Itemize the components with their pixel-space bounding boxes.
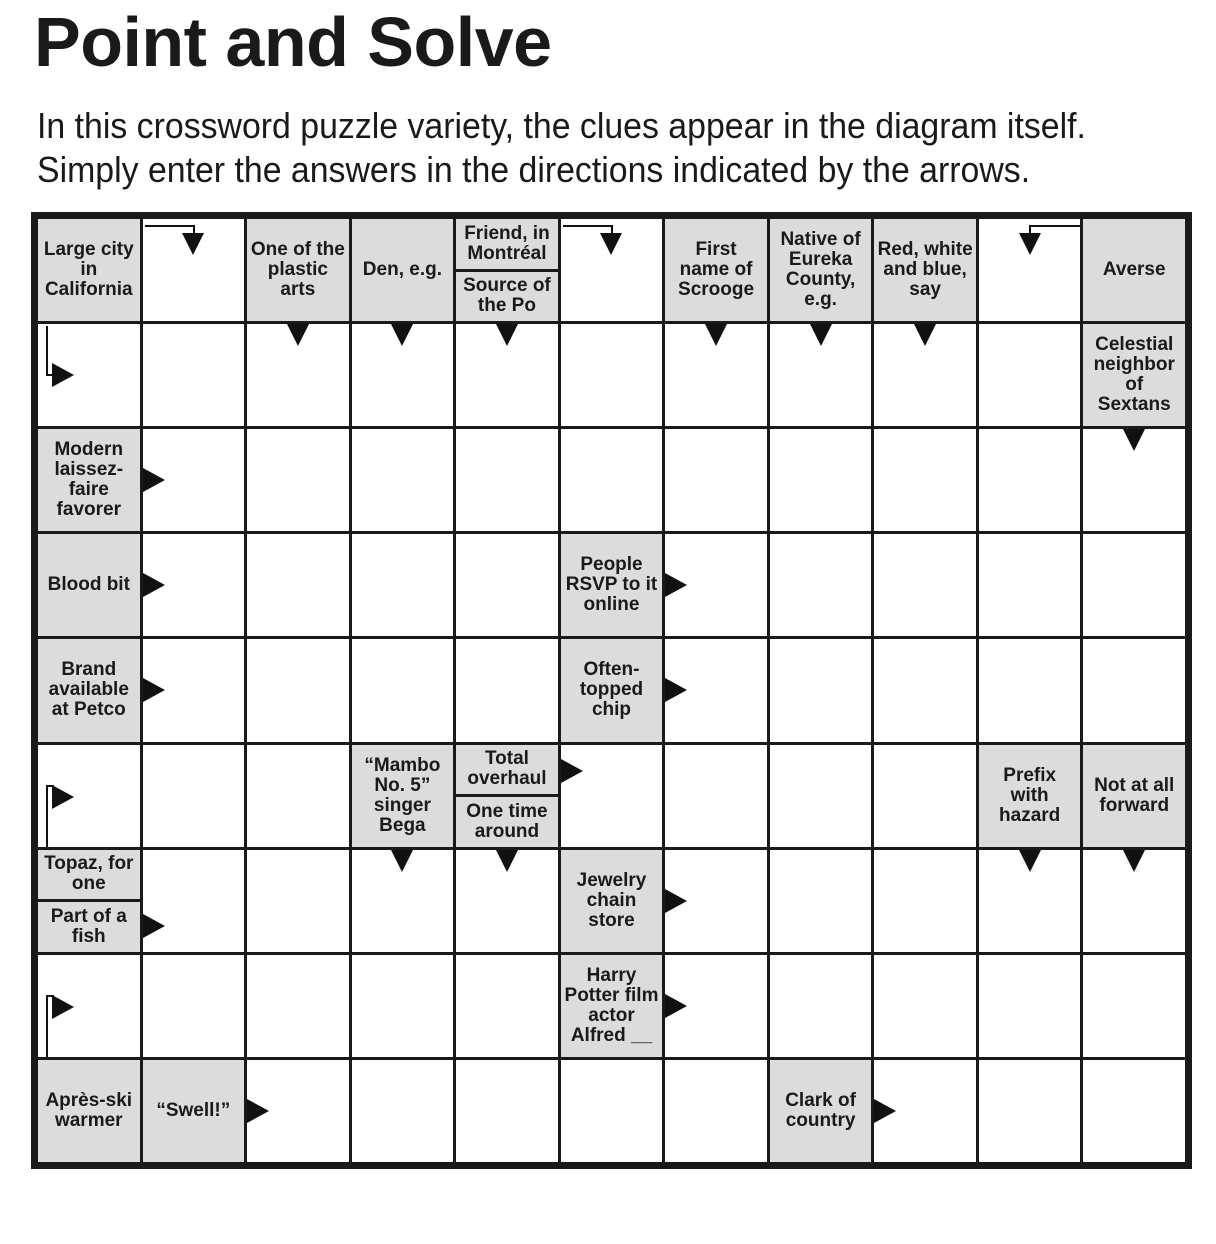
answer-cell-r7c11[interactable] (1083, 850, 1185, 952)
answer-cell-r4c9[interactable] (874, 534, 976, 636)
arrow-right-icon (143, 914, 165, 938)
arrow-right-icon (52, 363, 74, 387)
arrow-down-icon (496, 324, 518, 346)
clue-cell-r1c9 (874, 219, 976, 321)
clue-text: Modern laissez-faire favorer (54, 439, 124, 521)
answer-cell-r7c10[interactable] (979, 850, 1081, 952)
clue-cell-r2c11 (1083, 324, 1185, 426)
answer-cell-r2c4[interactable] (352, 324, 454, 426)
answer-cell-r3c6[interactable] (561, 429, 663, 531)
clue-cell-r1c7 (665, 219, 767, 321)
answer-cell-r5c10[interactable] (979, 639, 1081, 741)
clue-text: One of the plastic arts (250, 239, 345, 301)
answer-cell-r5c8[interactable] (770, 639, 872, 741)
clue-cell-r4c6 (561, 534, 663, 636)
crossword-board (31, 212, 1192, 1169)
clue-text: First name of Scrooge (678, 239, 755, 301)
clue-cell-r7c6 (561, 850, 663, 952)
answer-cell-r5c7[interactable] (665, 639, 767, 741)
arrow-down-icon (1019, 233, 1041, 255)
clue-cell-r3c1 (38, 429, 140, 531)
arrow-right-icon (665, 573, 687, 597)
answer-cell-r3c10[interactable] (979, 429, 1081, 531)
answer-cell-r7c9[interactable] (874, 850, 976, 952)
answer-cell-r4c4[interactable] (352, 534, 454, 636)
answer-cell-r9c11[interactable] (1083, 1060, 1185, 1162)
instructions (37, 104, 1086, 192)
answer-cell-r8c10[interactable] (979, 955, 1081, 1057)
clue-cell-r4c1 (38, 534, 140, 636)
clue-cell-r5c1 (38, 639, 140, 741)
answer-cell-r5c9[interactable] (874, 639, 976, 741)
answer-cell-r1c2[interactable] (143, 219, 245, 321)
answer-cell-r8c7[interactable] (665, 955, 767, 1057)
crossword-grid (38, 219, 1185, 1162)
answer-cell-r5c4[interactable] (352, 639, 454, 741)
arrow-right-icon (561, 759, 583, 783)
puzzle-title: Point and Solve (34, 3, 552, 81)
arrow-right-icon (143, 468, 165, 492)
clue-cell-r1c3 (247, 219, 349, 321)
clue-text: Red, white and blue, say (877, 239, 973, 301)
arrow-down-icon (600, 233, 622, 255)
bend-arrow-line-v (46, 995, 48, 1057)
clue-text: Often-topped chip (579, 659, 644, 721)
answer-cell-r8c9[interactable] (874, 955, 976, 1057)
answer-cell-r2c7[interactable] (665, 324, 767, 426)
answer-cell-r7c4[interactable] (352, 850, 454, 952)
answer-cell-r3c11[interactable] (1083, 429, 1185, 531)
answer-cell-r3c8[interactable] (770, 429, 872, 531)
instructions-line-1: In this crossword puzzle variety, the clues appear in the diagram itself. (37, 105, 1086, 146)
answer-cell-r8c1[interactable] (38, 955, 140, 1057)
arrow-right-icon (52, 995, 74, 1019)
arrow-right-icon (665, 678, 687, 702)
answer-cell-r2c10[interactable] (979, 324, 1081, 426)
answer-cell-r7c7[interactable] (665, 850, 767, 952)
arrow-down-icon (1123, 429, 1145, 451)
answer-cell-r6c9[interactable] (874, 745, 976, 847)
answer-cell-r3c7[interactable] (665, 429, 767, 531)
answer-cell-r6c7[interactable] (665, 745, 767, 847)
arrow-right-icon (665, 889, 687, 913)
clue-text: Clark of country (785, 1089, 856, 1131)
clue-text-top: Total overhaul (456, 745, 558, 798)
clue-text: Jewelry chain store (576, 869, 647, 931)
clue-cell-r6c11 (1083, 745, 1185, 847)
answer-cell-r6c6[interactable] (561, 745, 663, 847)
answer-cell-r2c1[interactable] (38, 324, 140, 426)
answer-cell-r5c5[interactable] (456, 639, 558, 741)
answer-cell-r4c3[interactable] (247, 534, 349, 636)
clue-text: People RSVP to it online (565, 554, 658, 616)
clue-cell-r9c2 (143, 1060, 245, 1162)
clue-text: Native of Eureka County, e.g. (780, 229, 861, 311)
answer-cell-r2c3[interactable] (247, 324, 349, 426)
answer-cell-r8c5[interactable] (456, 955, 558, 1057)
arrow-down-icon (705, 324, 727, 346)
clue-text-bottom: Source of the Po (463, 275, 551, 317)
clue-cell-r7c1 (38, 850, 140, 952)
clue-text: Not at all forward (1094, 774, 1175, 816)
answer-cell-r4c10[interactable] (979, 534, 1081, 636)
answer-cell-r7c2[interactable] (143, 850, 245, 952)
answer-cell-r6c8[interactable] (770, 745, 872, 847)
answer-cell-r7c8[interactable] (770, 850, 872, 952)
answer-cell-r7c3[interactable] (247, 850, 349, 952)
clue-cell-r9c8 (770, 1060, 872, 1162)
clue-text: Harry Potter film actor Alfred __ (564, 964, 659, 1046)
clue-text: Celestial neighbor of Sextans (1093, 334, 1175, 416)
answer-cell-r3c4[interactable] (352, 429, 454, 531)
bend-arrow-line-v (46, 326, 48, 376)
clue-text: Den, e.g. (362, 259, 442, 281)
bend-arrow-line-h (1029, 225, 1081, 227)
arrow-down-icon (391, 324, 413, 346)
answer-cell-r9c9[interactable] (874, 1060, 976, 1162)
clue-text: Blood bit (47, 574, 130, 596)
answer-cell-r8c3[interactable] (247, 955, 349, 1057)
clue-cell-r1c11 (1083, 219, 1185, 321)
answer-cell-r9c5[interactable] (456, 1060, 558, 1162)
answer-cell-r3c9[interactable] (874, 429, 976, 531)
answer-cell-r2c6[interactable] (561, 324, 663, 426)
answer-cell-r5c11[interactable] (1083, 639, 1185, 741)
answer-cell-r8c4[interactable] (352, 955, 454, 1057)
answer-cell-r2c8[interactable] (770, 324, 872, 426)
arrow-down-icon (914, 324, 936, 346)
answer-cell-r5c3[interactable] (247, 639, 349, 741)
answer-cell-r4c11[interactable] (1083, 534, 1185, 636)
answer-cell-r8c8[interactable] (770, 955, 872, 1057)
answer-cell-r9c7[interactable] (665, 1060, 767, 1162)
bend-arrow-line-h (563, 225, 613, 227)
clue-text-top: Topaz, for one (38, 850, 140, 903)
answer-cell-r3c3[interactable] (247, 429, 349, 531)
clue-text-top: Friend, in Montréal (456, 219, 558, 272)
clue-cell-r1c5 (456, 219, 558, 321)
answer-cell-r3c5[interactable] (456, 429, 558, 531)
answer-cell-r1c6[interactable] (561, 219, 663, 321)
answer-cell-r2c2[interactable] (143, 324, 245, 426)
clue-text-bottom: One time around (466, 800, 548, 842)
clue-text: Prefix with hazard (999, 764, 1061, 826)
bend-arrow-line-h (145, 225, 195, 227)
clue-cell-r5c6 (561, 639, 663, 741)
answer-cell-r9c6[interactable] (561, 1060, 663, 1162)
clue-cell-r9c1 (38, 1060, 140, 1162)
arrow-right-icon (143, 573, 165, 597)
answer-cell-r4c7[interactable] (665, 534, 767, 636)
clue-cell-r6c5 (456, 745, 558, 847)
bend-arrow-line-v (46, 785, 48, 847)
answer-cell-r9c3[interactable] (247, 1060, 349, 1162)
arrow-right-icon (143, 678, 165, 702)
clue-cell-r6c4 (352, 745, 454, 847)
clue-text: Averse (1102, 259, 1166, 281)
arrow-down-icon (391, 850, 413, 872)
arrow-right-icon (874, 1099, 896, 1123)
answer-cell-r2c5[interactable] (456, 324, 558, 426)
clue-text-bottom: Part of a fish (50, 906, 127, 947)
clue-text: “Swell!” (156, 1099, 231, 1121)
clue-cell-r8c6 (561, 955, 663, 1057)
clue-cell-r1c4 (352, 219, 454, 321)
arrow-down-icon (1019, 850, 1041, 872)
answer-cell-r4c2[interactable] (143, 534, 245, 636)
clue-text: Après-ski warmer (45, 1089, 133, 1131)
answer-cell-r9c10[interactable] (979, 1060, 1081, 1162)
answer-cell-r6c1[interactable] (38, 745, 140, 847)
answer-cell-r7c5[interactable] (456, 850, 558, 952)
answer-cell-r6c3[interactable] (247, 745, 349, 847)
answer-cell-r4c8[interactable] (770, 534, 872, 636)
arrow-right-icon (52, 785, 74, 809)
answer-cell-r4c5[interactable] (456, 534, 558, 636)
answer-cell-r8c2[interactable] (143, 955, 245, 1057)
answer-cell-r9c4[interactable] (352, 1060, 454, 1162)
arrow-down-icon (287, 324, 309, 346)
arrow-right-icon (665, 994, 687, 1018)
clue-text: Large city in California (43, 239, 134, 301)
answer-cell-r1c10[interactable] (979, 219, 1081, 321)
clue-cell-r1c1 (38, 219, 140, 321)
arrow-down-icon (496, 850, 518, 872)
clue-cell-r1c8 (770, 219, 872, 321)
arrow-down-icon (1123, 850, 1145, 872)
arrow-down-icon (810, 324, 832, 346)
arrow-down-icon (182, 233, 204, 255)
answer-cell-r6c2[interactable] (143, 745, 245, 847)
answer-cell-r8c11[interactable] (1083, 955, 1185, 1057)
clue-cell-r6c10 (979, 745, 1081, 847)
answer-cell-r2c9[interactable] (874, 324, 976, 426)
clue-text: Brand available at Petco (48, 659, 129, 721)
instructions-line-2: Simply enter the answers in the directions indicated by the arrows. (37, 149, 1031, 190)
clue-text: “Mambo No. 5” singer Bega (364, 754, 441, 836)
arrow-right-icon (247, 1099, 269, 1123)
answer-cell-r5c2[interactable] (143, 639, 245, 741)
answer-cell-r3c2[interactable] (143, 429, 245, 531)
